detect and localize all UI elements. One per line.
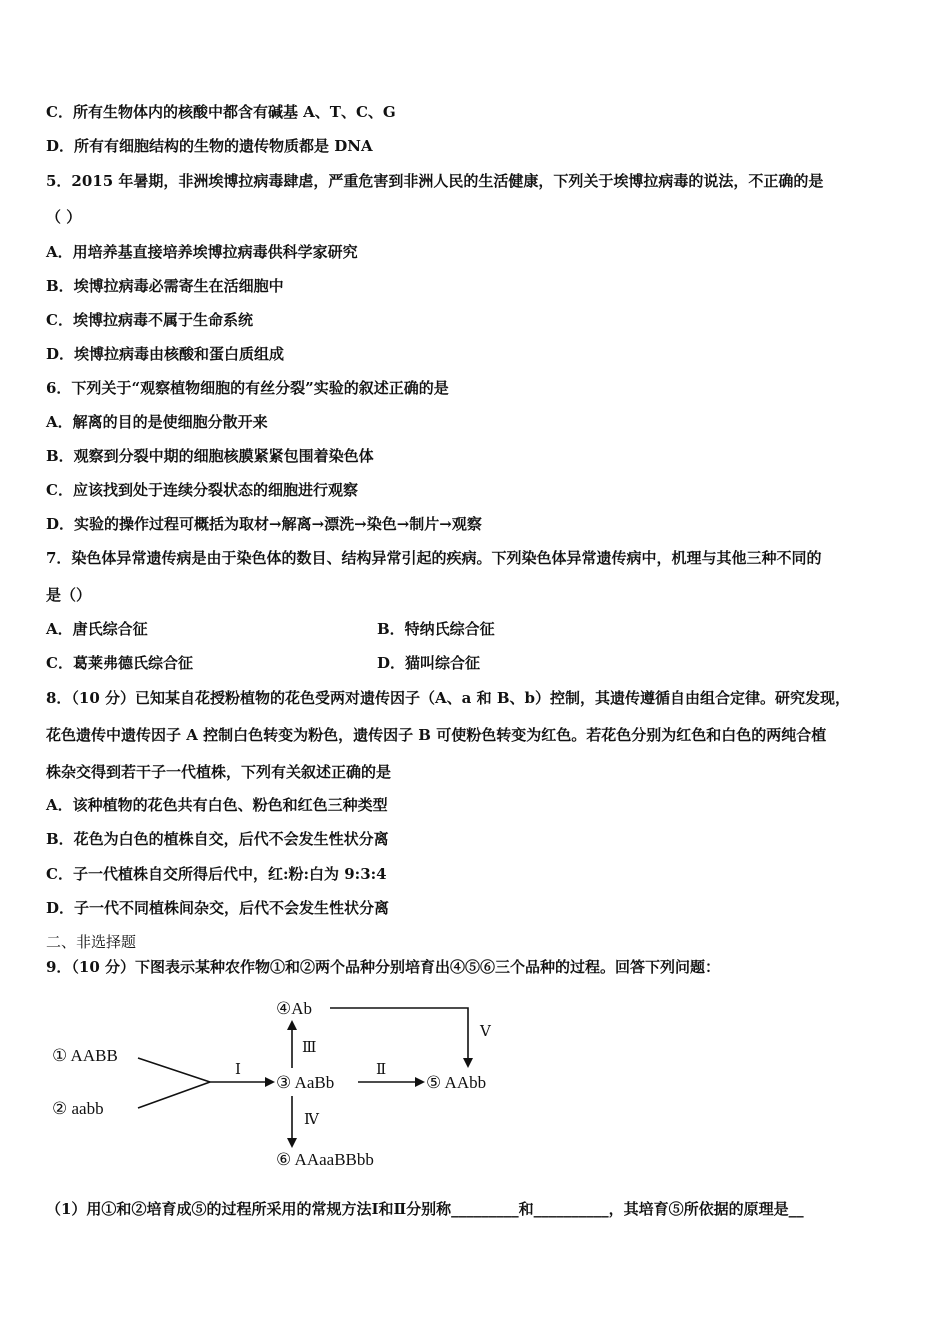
- label-iv: Ⅳ: [304, 1112, 319, 1128]
- question-8-option-a: A．该种植物的花色共有白色、粉色和红色三种类型: [46, 796, 388, 814]
- question-4-option-d: D．所有有细胞结构的生物的遗传物质都是 DNA: [46, 137, 373, 155]
- question-8-option-d: D．子一代不同植株间杂交，后代不会发生性状分离: [46, 899, 390, 917]
- question-9-subquestion-1: （1）用①和②培育成⑤的过程所采用的常规方法Ⅰ和Ⅱ分别称_________和__________，其培育⑤所依据的原理是__: [46, 1200, 804, 1218]
- question-5-option-d: D．埃博拉病毒由核酸和蛋白质组成: [46, 345, 285, 363]
- question-5-option-b: B．埃博拉病毒必需寄生在活细胞中: [46, 277, 284, 295]
- question-5-option-c: C．埃博拉病毒不属于生命系统: [46, 311, 253, 329]
- question-6-option-b: B．观察到分裂中期的细胞核膜紧紧包围着染色体: [46, 447, 374, 465]
- line-from-2: [138, 1082, 210, 1108]
- question-5-stem: 5．2015 年暑期，非洲埃博拉病毒肆虐，严重危害到非洲人民的生活健康，下列关于埃博拉病毒的说法，不正确的是: [46, 172, 824, 190]
- question-7-option-d: D．猫叫综合征: [377, 654, 481, 672]
- question-7-stem-end: 是（）: [46, 586, 92, 604]
- node-3-aabb: ③ AaBb: [276, 1073, 335, 1092]
- question-7-stem: 7．染色体异常遗传病是由于染色体的数目、结构异常引起的疾病。下列染色体异常遗传病中，机理与其他三种不同的: [46, 549, 822, 567]
- node-5-aabb: ⑤ AAbb: [426, 1073, 487, 1092]
- question-9-stem: 9．（10 分）下图表示某种农作物①和②两个品种分别培育出④⑤⑥三个品种的过程。回答下列问题：: [46, 958, 721, 976]
- question-8-stem: 8．（10 分）已知某自花授粉植物的花色受两对遗传因子（A、a 和 B、b）控制，其遗传遵循自由组合定律。研究发现，: [46, 689, 851, 707]
- question-6-option-a: A．解离的目的是使细胞分散开来: [46, 413, 268, 431]
- label-v: Ⅴ: [480, 1024, 491, 1040]
- question-7-option-b: B．特纳氏综合征: [377, 620, 495, 638]
- question-8-stem-2: 花色遗传中遗传因子 A 控制白色转变为粉色，遗传因子 B 可使粉色转变为红色。若花色分别为红色和白色的两纯合植: [46, 726, 827, 744]
- question-5-stem-end: （ ）: [46, 208, 82, 226]
- question-8-option-b: B．花色为白色的植株自交，后代不会发生性状分离: [46, 830, 389, 848]
- arrow-v: [330, 1008, 468, 1066]
- question-4-option-c: C．所有生物体内的核酸中都含有碱基 A、T、C、G: [46, 103, 396, 121]
- node-4-ab: ④Ab: [276, 999, 313, 1018]
- node-2-aabb: ② aabb: [52, 1099, 104, 1118]
- question-6-stem: 6．下列关于“观察植物细胞的有丝分裂”实验的叙述正确的是: [46, 379, 449, 397]
- question-7-option-c: C．葛莱弗德氏综合征: [46, 654, 193, 672]
- label-iii: Ⅲ: [302, 1040, 317, 1056]
- question-8-stem-3: 株杂交得到若干子一代植株，下列有关叙述正确的是: [46, 763, 392, 781]
- question-5-option-a: A．用培养基直接培养埃博拉病毒供科学家研究: [46, 243, 358, 261]
- label-i: Ⅰ: [235, 1062, 241, 1078]
- label-ii: Ⅱ: [376, 1062, 387, 1078]
- question-7-option-a: A．唐氏综合征: [46, 620, 148, 638]
- question-6-option-d: D．实验的操作过程可概括为取材→解离→漂洗→染色→制片→观察: [46, 515, 482, 533]
- line-from-1: [138, 1058, 210, 1082]
- node-6-aaaabbbb: ⑥ AAaaBBbb: [276, 1150, 374, 1169]
- section-heading: 二、非选择题: [46, 933, 137, 951]
- breeding-diagram: [40, 990, 560, 1175]
- question-6-option-c: C．应该找到处于连续分裂状态的细胞进行观察: [46, 481, 358, 499]
- node-1-aabb: ① AABB: [52, 1046, 118, 1065]
- question-8-option-c: C．子一代植株自交所得后代中，红:粉:白为 9:3:4: [46, 865, 387, 883]
